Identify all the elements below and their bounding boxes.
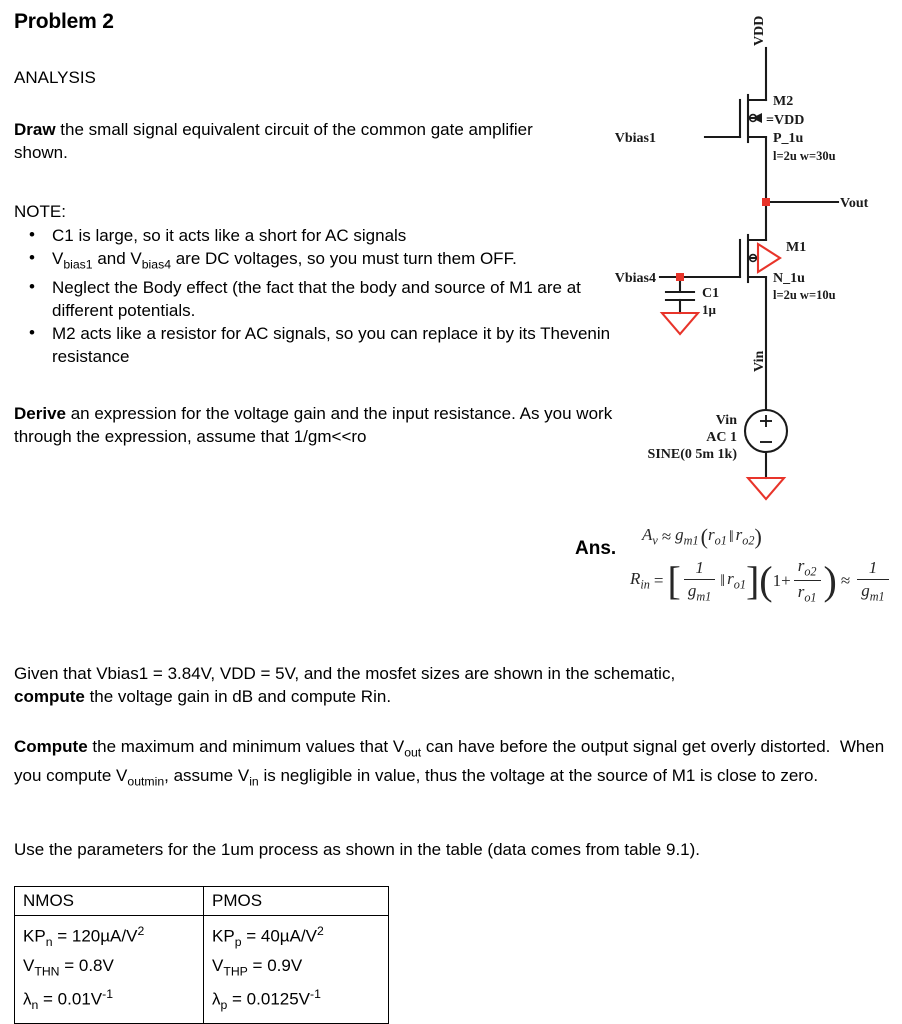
eq-rin-equals: = bbox=[653, 570, 664, 590]
list-item bbox=[14, 322, 614, 368]
draw-instruction-rest: the small signal equivalent circuit of the common gate amplifier shown. bbox=[14, 120, 533, 162]
table-header-pmos: PMOS bbox=[204, 887, 389, 916]
schematic-label-vin-rail: Vin bbox=[752, 350, 767, 372]
schematic-label-source-ac: AC 1 bbox=[706, 430, 737, 445]
schematic-label-m2-bulk-net: =VDD bbox=[766, 113, 805, 128]
nmos-lambda: $\lambda_n = 0.01V^{-1}$ bbox=[23, 987, 114, 1013]
compute-instruction bbox=[14, 735, 894, 794]
eq-av-ro1: $r_{o1}$ bbox=[707, 525, 727, 548]
eq-rin-bracket-open: [ bbox=[667, 557, 681, 603]
eq-rin-ro1: $r_{o1}$ bbox=[727, 569, 746, 592]
node-dot-vout bbox=[762, 198, 770, 206]
m1-bulk-arrow bbox=[758, 244, 780, 272]
answer-equations bbox=[630, 524, 890, 606]
pmos-lambda: $\lambda_p = 0.0125V^{-1}$ bbox=[212, 987, 321, 1013]
schematic-label-vbias1: Vbias1 bbox=[614, 131, 656, 146]
nmos-kp: $KP_n = 120\mu A/V^2$ bbox=[23, 924, 145, 950]
eq-av-approx: ≈ bbox=[661, 527, 672, 546]
list-item bbox=[14, 224, 614, 247]
eq-rin-paren-open: ( bbox=[759, 557, 773, 603]
eq-av-close-paren: ) bbox=[754, 524, 762, 549]
eq-rin-frac3-num: 1 bbox=[868, 557, 878, 577]
parameter-table bbox=[14, 886, 389, 1024]
pmos-vth: $V_{THP} = 0.9V$ bbox=[212, 956, 303, 979]
answer-label: Ans. bbox=[575, 538, 617, 559]
draw-instruction bbox=[14, 118, 574, 164]
eq-rin-frac1-den: $g_{m1}$ bbox=[684, 579, 715, 604]
compute-instruction-lead: Compute bbox=[14, 737, 88, 756]
note-text-1: $V_{bias1}$ and $V_{bias4}$ are DC voltages, so you must turn them OFF. bbox=[52, 249, 517, 272]
list-item bbox=[14, 247, 614, 276]
equation-voltage-gain bbox=[630, 524, 890, 550]
section-label-analysis: ANALYSIS bbox=[14, 68, 96, 87]
eq-rin-frac2-den: $r_{o1}$ bbox=[794, 580, 821, 605]
schematic-label-m2-model: P_1u bbox=[773, 131, 804, 146]
derive-instruction-rest: an expression for the voltage gain and the input resistance. As you work through the expression, assume that 1/gm<<ro bbox=[14, 404, 613, 446]
eq-rin-one-plus: 1+ bbox=[772, 570, 791, 590]
nmos-vth: $V_{THN} = 0.8V$ bbox=[23, 956, 114, 979]
page-title: Problem 2 bbox=[14, 10, 114, 33]
schematic-label-m2-name: M2 bbox=[773, 94, 794, 109]
derive-instruction bbox=[14, 402, 614, 448]
given-instruction bbox=[14, 662, 894, 708]
circuit-schematic bbox=[600, 0, 902, 520]
eq-rin-frac-ro2-over-ro1 bbox=[794, 556, 821, 606]
eq-rin-paren-close: ) bbox=[823, 557, 837, 603]
eq-rin-approx: ≈ bbox=[840, 570, 851, 590]
eq-rin-frac2-num: $r_{o2}$ bbox=[797, 556, 817, 579]
schematic-label-c1-value: 1µ bbox=[702, 302, 716, 317]
schematic-label-c1-name: C1 bbox=[702, 286, 720, 301]
note-text-3: M2 acts like a resistor for AC signals, so you can replace it by its Thevenin resistance bbox=[52, 324, 611, 367]
schematic-label-source-sine: SINE(0 5m 1k) bbox=[647, 447, 737, 462]
list-item bbox=[14, 276, 614, 322]
eq-rin-frac3-den: $g_{m1}$ bbox=[857, 579, 888, 604]
derive-instruction-lead: Derive bbox=[14, 404, 66, 423]
use-parameters-instruction: Use the parameters for the 1um process as shown in the table (data comes from table 9.1). bbox=[14, 840, 701, 859]
ground-symbol-vin bbox=[748, 478, 784, 499]
table-cell-pmos-params bbox=[204, 916, 389, 1024]
schematic-label-source-name: Vin bbox=[715, 413, 737, 428]
schematic-label-m1-name: M1 bbox=[786, 240, 807, 255]
eq-av-ro2: $r_{o2}$ bbox=[735, 525, 755, 548]
eq-rin-lhs: $R_{in}$ bbox=[630, 569, 650, 592]
table-row bbox=[15, 916, 389, 1024]
eq-rin-bracket-close: ] bbox=[745, 557, 760, 603]
note-text-0: C1 is large, so it acts like a short for AC signals bbox=[52, 226, 407, 245]
pmos-kp: $KP_p = 40\mu A/V^2$ bbox=[212, 924, 324, 950]
ground-symbol-c1 bbox=[662, 313, 698, 334]
note-list bbox=[14, 224, 614, 368]
node-dot-vbias4 bbox=[676, 273, 684, 281]
schematic-label-vbias4: Vbias4 bbox=[614, 271, 656, 286]
eq-rin-frac-1-over-gm1-final bbox=[857, 558, 888, 604]
given-lead2: compute bbox=[14, 687, 85, 706]
schematic-label-m1-sizes: l=2u w=10u bbox=[773, 288, 836, 302]
draw-instruction-lead: Draw bbox=[14, 120, 56, 139]
schematic-label-m1-model: N_1u bbox=[773, 271, 805, 286]
schematic-svg bbox=[600, 0, 902, 520]
eq-av-gm: $g_{m1}$ bbox=[675, 525, 699, 548]
given-line1: Given that Vbias1 = 3.84V, VDD = 5V, and the mosfet sizes are shown in the schematic, bbox=[14, 664, 676, 683]
eq-av-parallel: ‖ bbox=[728, 527, 734, 546]
note-label: NOTE: bbox=[14, 202, 66, 221]
schematic-label-vdd: VDD bbox=[752, 15, 767, 46]
note-text-2: Neglect the Body effect (the fact that the body and source of M1 are at different potentials. bbox=[52, 278, 581, 321]
eq-rin-frac1-num: 1 bbox=[695, 557, 704, 577]
eq-av-open-paren: ( bbox=[700, 524, 708, 549]
eq-rin-frac-1-over-gm1 bbox=[684, 558, 715, 604]
given-rest2: the voltage gain in dB and compute Rin. bbox=[84, 687, 392, 706]
schematic-label-m2-sizes: l=2u w=30u bbox=[773, 149, 836, 163]
table-cell-nmos-params bbox=[15, 916, 204, 1024]
compute-instruction-rest: the maximum and minimum values that $V_{out}$ can have before the output signal get overly distorted. When you compute $V_{outmin}$, assume $V_{in}$ is negligible in value, thus the voltage at the source of M1 is close to zero. bbox=[14, 737, 885, 789]
equation-input-resistance bbox=[630, 556, 890, 606]
schematic-label-vout: Vout bbox=[840, 196, 869, 211]
eq-av-lhs: $A_v$ bbox=[642, 525, 658, 548]
table-row-header bbox=[15, 887, 389, 916]
table-header-nmos: NMOS bbox=[15, 887, 204, 916]
eq-rin-parallel: ‖ bbox=[720, 570, 726, 590]
